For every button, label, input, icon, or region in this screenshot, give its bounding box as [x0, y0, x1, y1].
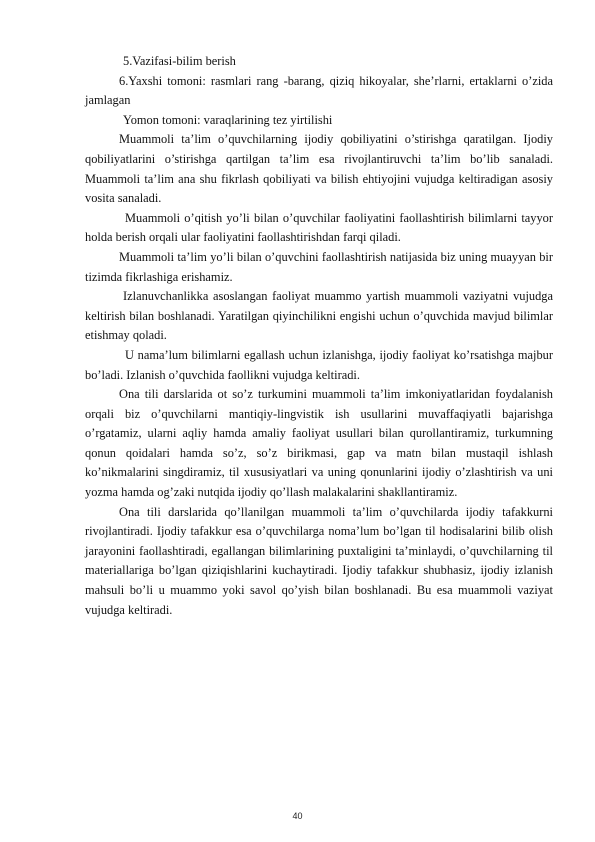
- paragraph-mother-tongue-noun: Ona tili darslarida ot so’z turkumini muammoli ta’lim imkoniyatlaridan foydalanish orqali biz o’quvchilarni mantiqiy-lingvistik ish usullarini muvaffaqiyatli bajarishga o’rgatamiz, ularni aqliy hamda amaliy faoliyat usullari bilan qurollantiramiz, turkumning qonun qoidalari hamda so’z, so’z birikmasi, gap va matn bilan mustaqil ishlash ko’nikmalarini singdiramiz, til xususiyatlari va uning qonunlarini ijodiy o’zlashtirish va uni yozma hamda og’zaki nutqida ijodiy qo’llash malakalarini shakllantiramiz.: [85, 387, 553, 500]
- paragraph-problem-teaching: Muammoli o’qitish yo’li bilan o’quvchilar faoliyatini faollashtirish bilimlarni tayyor holda berish orqali ular faoliyatini faollashtirishdan farqi qiladi.: [85, 210, 553, 245]
- page-number: 40: [292, 811, 303, 821]
- document-body: [85, 52, 553, 620]
- paragraph-advantages: 6.Yaxshi tomoni: rasmlari rang -barang, qiziq hikoyalar, she’rlarni, ertaklarni o’zida jamlagan: [85, 73, 553, 108]
- paragraph-unknown-knowledge: U nama’lum bilimlarni egallash uchun izlanishga, ijodiy faoliyat ko’rsatishga majbur bo’ladi. Izlanish o’quvchida faollikni vujudga keltiradi.: [85, 347, 553, 382]
- paragraph-activation: Muammoli ta’lim yo’li bilan o’quvchini faollashtirish natijasida biz uning muayyan bir tizimda fikrlashiga erishamiz.: [85, 249, 553, 284]
- paragraph-problem-learning: Muammoli ta’lim o’quvchilarning ijodiy qobiliyatini o’stirishga qaratilgan. Ijodiy qobiliyatlarini o’stirishga qartilgan ta’lim esa rivojlantiruvchi ta’lim bo’lib sanaladi. Muammoli ta’lim ana shu fikrlash qobiliyati va bilish ehtiyojini vujudga keltiradigan asosiy vosita sanaladi.: [85, 132, 553, 206]
- paragraph-search-activity: Izlanuvchanlikka asoslangan faoliyat muammo yartish muammoli vaziyatni vujudga keltirish bilan boshlanadi. Yaratilgan qiyinchilikni engishi uchun o’quvchida mavjud bilimlar etishmay qoladi.: [85, 289, 553, 343]
- paragraph-task: 5.Vazifasi-bilim berish: [123, 54, 236, 68]
- paragraph-creative-thinking: Ona tili darslarida qo’llanilgan muammoli ta’lim o’quvchilarda ijodiy tafakkurni rivojlantiradi. Ijodiy tafakkur esa o’quvchilarga noma’lum bo’lgan til hodisalarini bilib olish jarayonini faollashtiradi, egallangan bilimlarining puxtaligini ta’minlaydi, o’quvchilarning til materiallariga bo’lgan qiziqishlarini kuchaytiradi. Ijodiy tafakkur shubhasiz, ijodiy izlanish mahsuli bo’li u muammo yoki savol qo’yish bilan boshlanadi. Bu esa muammoli vaziyat vujudga keltiradi.: [85, 504, 553, 617]
- paragraph-disadvantages: Yomon tomoni: varaqlarining tez yirtilishi: [123, 112, 333, 127]
